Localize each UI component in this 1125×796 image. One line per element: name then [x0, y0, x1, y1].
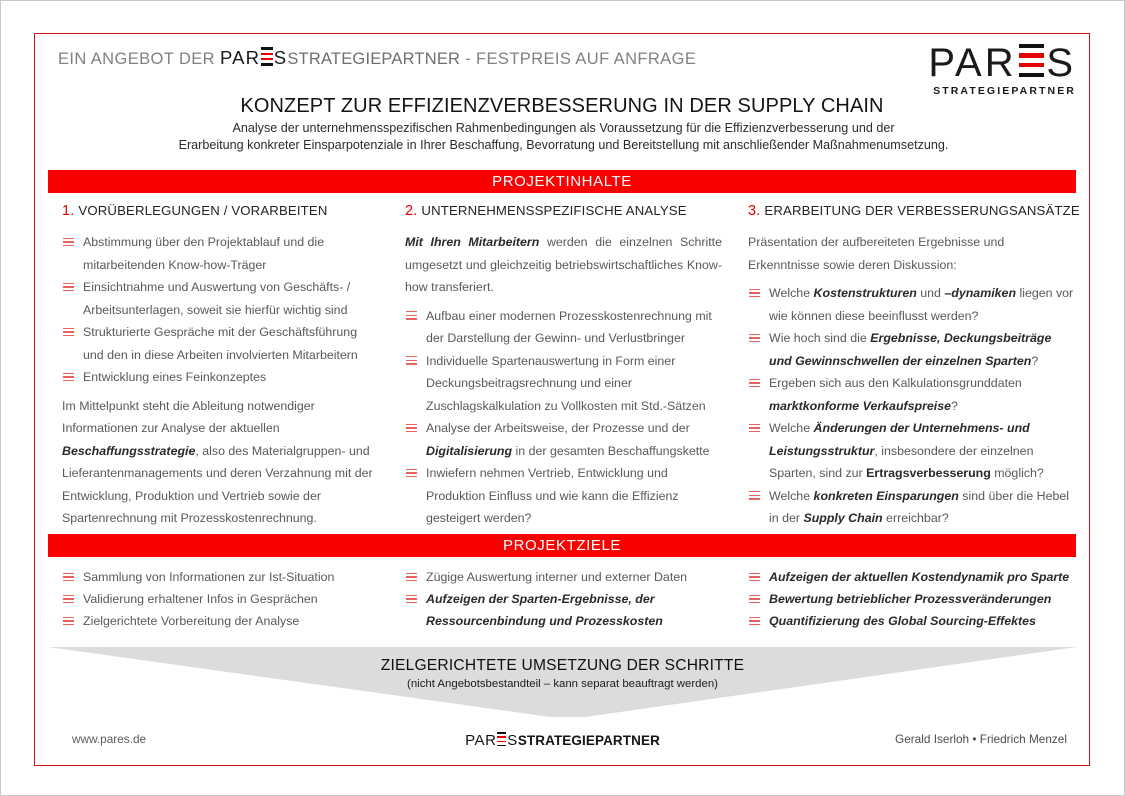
list-item-text: Wie hoch sind die Ergebnisse, Deckungsbeiträge und Gewinnschwellen der einzelnen Sparten?	[769, 331, 1052, 368]
pares-s-text: S	[273, 47, 288, 68]
list-item-text: Bewertung betrieblicher Prozessveränderungen	[769, 592, 1052, 606]
project-goals-columns	[48, 566, 1078, 638]
triple-bar-bullet-icon	[749, 334, 760, 343]
goals-column-2	[391, 566, 734, 638]
triple-bar-bullet-icon	[63, 617, 74, 626]
content-column-2	[391, 203, 734, 536]
list-item-text: Welche Änderungen der Unternehmens- und Leistungsstruktur, insbesondere der einzelnen Sparten, sind zur Ertragsverbesserung möglich?	[769, 421, 1044, 480]
list-item	[405, 350, 722, 418]
list-item	[62, 366, 379, 389]
content-column-3	[734, 203, 1080, 536]
list-item-text: Einsichtnahme und Auswertung von Geschäfts- / Arbeitsunterlagen, soweit sie hierfür wichtig sind	[83, 280, 351, 317]
list-item-text: Entwicklung eines Feinkonzeptes	[83, 370, 267, 384]
project-contents-columns	[48, 203, 1078, 536]
logo-s-text: S	[1046, 41, 1076, 85]
list-item	[62, 588, 379, 610]
list-item-text: Inwiefern nehmen Vertrieb, Entwicklung und Produktion Einfluss und wie kann die Effizienz gesteigert werden?	[426, 466, 679, 525]
list-item	[748, 485, 1077, 530]
footer-s-text: S	[507, 732, 518, 749]
list-item-text: Quantifizierung des Global Sourcing-Effektes	[769, 614, 1036, 628]
list-item-text: Welche Kostenstrukturen und –dynamiken liegen vor wie können diese beeinflusst werden?	[769, 286, 1074, 323]
footer-website[interactable]: www.pares.de	[72, 732, 147, 746]
list-item	[748, 566, 1077, 588]
goals-column-1	[48, 566, 391, 638]
column-3-bullet-list	[748, 282, 1077, 530]
arrow-note: (nicht Angebotsbestandteil – kann separat beauftragt werden)	[407, 678, 718, 690]
footer-strategiepartner-text: STRATEGIEPARTNER	[517, 733, 660, 748]
pares-logo	[928, 43, 1076, 97]
list-item	[62, 610, 379, 632]
offer-header-line	[58, 47, 696, 69]
list-item-text: Strukturierte Gespräche mit der Geschäftsführung und den in diese Arbeiten involvierten Mitarbeitern	[83, 325, 358, 362]
page-subtitle-line2: Erarbeitung konkreter Einsparpotenziale in Ihrer Beschaffung, Bevorratung und Bereitstellung mit anschließender Maßnahmenumsetzung.	[178, 138, 949, 152]
triple-bar-bullet-icon	[749, 595, 760, 604]
arrow-title: ZIELGERICHTETE UMSETZUNG DER SCHRITTE	[380, 657, 745, 674]
column-1-title: VORÜBERLEGUNGEN / VORARBEITEN	[78, 203, 328, 218]
triple-bar-bullet-icon	[406, 311, 417, 320]
page-title: KONZEPT ZUR EFFIZIENZVERBESSERUNG IN DER SUPPLY CHAIN	[240, 95, 884, 117]
list-item	[748, 588, 1077, 610]
footer-people: Gerald Iserloh • Friedrich Menzel	[895, 732, 1067, 746]
page-subtitle	[111, 120, 1016, 154]
triple-bar-bullet-icon	[63, 283, 74, 292]
list-item-text: Validierung erhaltener Infos in Gesprächen	[83, 592, 318, 606]
column-3-number: 3.	[748, 203, 761, 219]
header-separator: -	[465, 50, 472, 68]
pares-logo-wordmark	[928, 43, 1076, 83]
triple-bar-bullet-icon	[406, 595, 417, 604]
triple-bar-bullet-icon	[63, 373, 74, 382]
goals-list-1	[62, 566, 379, 632]
column-2-number: 2.	[405, 203, 418, 219]
list-item-text: Sammlung von Informationen zur Ist-Situation	[83, 570, 335, 584]
list-item	[62, 276, 379, 321]
page-subtitle-line1: Analyse der unternehmensspezifischen Rahmenbedingungen als Voraussetzung für die Effizienzverbesserung und der	[232, 121, 895, 135]
list-item-text: Zielgerichtete Vorbereitung der Analyse	[83, 614, 300, 628]
triple-bar-bullet-icon	[63, 328, 74, 337]
column-1-number: 1.	[62, 203, 75, 219]
triple-bar-bullet-icon	[406, 424, 417, 433]
list-item-text: Aufzeigen der aktuellen Kostendynamik pro Sparte	[769, 570, 1070, 584]
triple-bar-bullet-icon	[63, 573, 74, 582]
list-item	[405, 566, 722, 588]
list-item-text: Aufbau einer modernen Prozesskostenrechnung mit der Darstellung der Gewinn- und Verlustbringer	[426, 308, 712, 345]
offer-prefix: EIN ANGEBOT DER	[58, 50, 215, 68]
triple-bar-bullet-icon	[749, 573, 760, 582]
list-item	[405, 462, 722, 530]
section-bar-projektinhalte: PROJEKTINHALTE	[48, 170, 1076, 193]
triple-bar-bullet-icon	[406, 573, 417, 582]
column-3-heading	[748, 203, 1080, 219]
list-item	[405, 588, 722, 632]
column-3-title: ERARBEITUNG DER VERBESSERUNGSANSÄTZE	[764, 203, 1080, 218]
list-item-text: Zügige Auswertung interner und externer Daten	[426, 570, 688, 584]
list-item-text: Analyse der Arbeitsweise, der Prozesse und der Digitalisierung in der gesamten Beschaffungskette	[426, 421, 710, 458]
column-3-intro-paragraph: Präsentation der aufbereiteten Ergebnisse und Erkenntnisse sowie deren Diskussion:	[748, 235, 1005, 272]
list-item	[748, 327, 1077, 372]
triple-bar-bullet-icon	[749, 379, 760, 388]
pares-par-text: PAR	[219, 47, 261, 68]
list-item	[405, 417, 722, 462]
list-item-text: Individuelle Spartenauswertung in Form einer Deckungsbeitragsrechnung und einer Zuschlagskalkulation zu Vollkosten mit Std.-Sätzen	[426, 353, 706, 413]
page-footer	[48, 732, 1077, 752]
list-item-text: Aufzeigen der Sparten-Ergebnisse, der Ressourcenbindung und Prozesskosten	[426, 592, 663, 628]
list-item	[748, 282, 1077, 327]
triple-bar-bullet-icon	[406, 356, 417, 365]
triple-bar-bullet-icon	[63, 595, 74, 604]
triple-bar-bullet-icon	[63, 238, 74, 247]
offer-suffix: FESTPREIS AUF ANFRAGE	[476, 50, 697, 68]
list-item	[748, 372, 1077, 417]
triple-bar-bullet-icon	[749, 491, 760, 500]
content-column-1	[48, 203, 391, 536]
column-2-intro-paragraph: Mit Ihren Mitarbeitern werden die einzelnen Schritte umgesetzt und gleichzeitig betriebswirtschaftliches Know-how transferiert.	[405, 235, 723, 294]
list-item	[62, 231, 379, 276]
list-item	[748, 610, 1077, 632]
list-item	[748, 417, 1077, 485]
list-item-text: Ergeben sich aus den Kalkulationsgrunddaten marktkonforme Verkaufspreise?	[769, 376, 1022, 413]
list-item	[62, 566, 379, 588]
column-2-title: UNTERNEHMENSSPEZIFISCHE ANALYSE	[421, 203, 687, 218]
logo-par-text: PAR	[928, 41, 1017, 85]
triple-bar-bullet-icon	[406, 469, 417, 478]
logo-subtitle: STRATEGIEPARTNER	[933, 85, 1076, 97]
list-item	[62, 321, 379, 366]
list-item-text: Welche konkreten Einsparungen sind über die Hebel in der Supply Chain erreichbar?	[769, 488, 1070, 525]
column-1-paragraph: Im Mittelpunkt steht die Ableitung notwendiger Informationen zur Analyse der aktuellen Beschaffungsstrategie, also des Materialgruppen- und Lieferantenmanagements und deren Verzahnung mit der Entwicklung, Produktion und Vertrieb sowie der Spartenrechnung mit Prozesskostenrechnung.	[62, 398, 373, 525]
pares-e-glyph-icon	[260, 47, 274, 69]
goals-list-2	[405, 566, 722, 632]
column-1-heading	[62, 203, 379, 219]
implementation-arrow	[48, 647, 1077, 717]
list-item-text: Abstimmung über den Projektablauf und die mitarbeitenden Know-how-Träger	[83, 235, 325, 272]
list-item	[405, 305, 722, 350]
column-2-heading	[405, 203, 722, 219]
section-bar-projektziele: PROJEKTZIELE	[48, 534, 1076, 557]
footer-par-text: PAR	[465, 732, 497, 749]
goals-column-3	[734, 566, 1077, 638]
goals-list-3	[748, 566, 1077, 632]
pares-wordmark-header	[220, 47, 287, 69]
pares-strategiepartner-text: STRATEGIEPARTNER	[287, 50, 461, 68]
column-2-bullet-list	[405, 305, 722, 530]
pares-wordmark-footer	[465, 732, 518, 749]
pares-e-glyph-icon-large	[1017, 43, 1047, 83]
triple-bar-bullet-icon	[749, 617, 760, 626]
arrow-text-block	[48, 657, 1077, 690]
column-1-bullet-list	[62, 231, 379, 389]
pares-e-glyph-icon-footer	[497, 732, 508, 749]
triple-bar-bullet-icon	[749, 289, 760, 298]
triple-bar-bullet-icon	[749, 424, 760, 433]
